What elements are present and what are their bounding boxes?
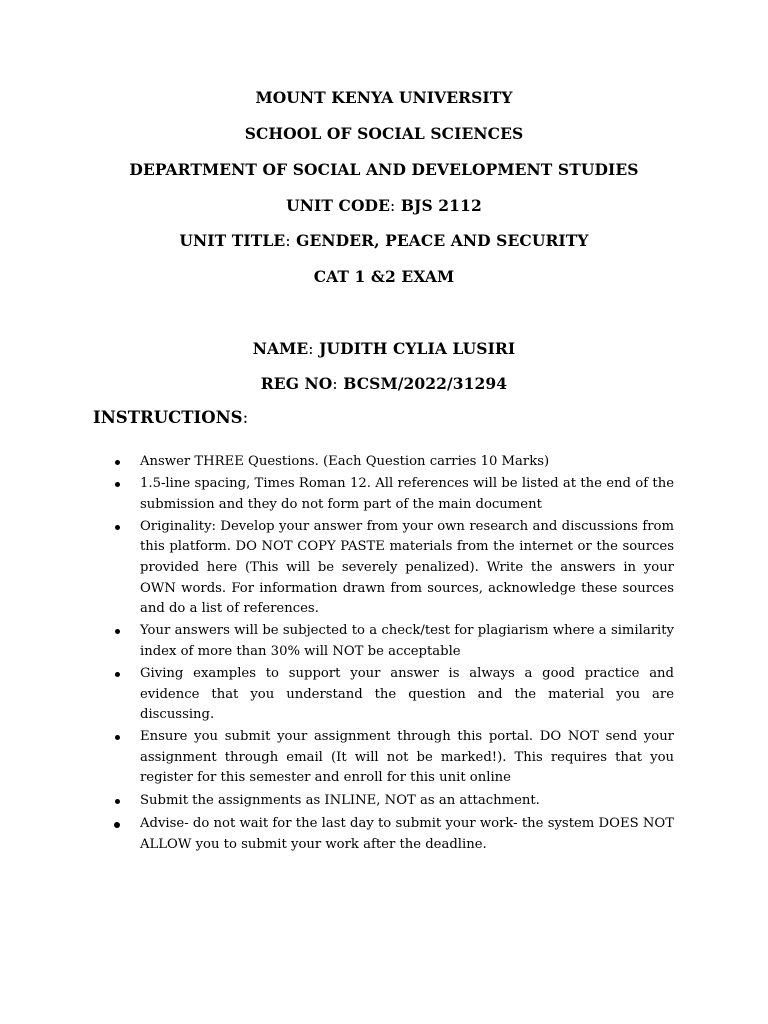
unit-code-separator: : — [390, 197, 396, 215]
instruction-item — [0, 814, 674, 855]
instruction-item — [0, 727, 674, 789]
bullet-icon — [115, 799, 120, 804]
instructions-heading-text: INSTRUCTIONS — [93, 408, 243, 427]
instruction-text: Giving examples to support your answer is always a good practice and evidence that you understand the question and the material you are discussing. — [140, 665, 674, 723]
instruction-item — [0, 664, 674, 726]
exam-title: CAT 1 &2 EXAM — [313, 267, 455, 286]
instruction-text: Advise- do not wait for the last day to submit your work- the system DOES NOT ALLOW you to submit your work after the deadline. — [140, 816, 674, 852]
instruction-item — [0, 791, 674, 812]
bullet-icon — [115, 482, 120, 487]
reg-no-line — [0, 374, 768, 393]
bullet-icon — [115, 672, 120, 677]
instruction-text: Submit the assignments as INLINE, NOT as an attachment. — [140, 792, 540, 808]
instruction-item — [0, 621, 674, 662]
instructions-heading — [93, 408, 248, 427]
student-name-separator: : — [308, 340, 314, 358]
bullet-icon — [114, 822, 120, 828]
instruction-text: Your answers will be subjected to a check/test for plagiarism where a similarity index of more than 30% will NOT be acceptable — [140, 623, 674, 659]
university-name: MOUNT KENYA UNIVERSITY — [255, 88, 513, 107]
student-name-label: NAME — [252, 339, 309, 358]
unit-code-label: UNIT CODE — [286, 196, 391, 215]
instructions-list — [0, 452, 768, 857]
student-name-value: JUDITH CYLIA LUSIRI — [319, 339, 516, 358]
unit-code-value: BJS 2112 — [400, 196, 482, 215]
school-name: SCHOOL OF SOCIAL SCIENCES — [244, 124, 524, 143]
unit-title-value: GENDER, PEACE AND SECURITY — [296, 231, 589, 250]
bullet-icon — [115, 629, 120, 634]
student-name-line — [0, 339, 768, 358]
instruction-item — [0, 452, 674, 473]
reg-no-value: BCSM/2022/31294 — [343, 374, 508, 393]
instruction-text: Answer THREE Questions. (Each Question carries 10 Marks) — [140, 454, 550, 469]
reg-no-separator: : — [332, 375, 338, 393]
instructions-heading-colon: : — [242, 408, 249, 427]
department-name: DEPARTMENT OF SOCIAL AND DEVELOPMENT STUDIES — [129, 160, 639, 179]
instruction-text: 1.5-line spacing, Times Roman 12. All references will be listed at the end of the submission and they do not form part of the main document — [140, 476, 674, 512]
instruction-item — [0, 474, 674, 515]
unit-title-line — [0, 231, 768, 250]
reg-no-label: REG NO — [260, 374, 333, 393]
unit-title-label: UNIT TITLE — [179, 231, 286, 250]
bullet-icon — [115, 525, 120, 530]
instruction-text: Ensure you submit your assignment through this portal. DO NOT send your assignment through email (It will not be marked!). This requires that you register for this semester and enroll for this unit online — [140, 729, 674, 786]
bullet-icon — [115, 460, 120, 465]
unit-title-separator: : — [285, 232, 291, 250]
unit-code-line — [0, 196, 768, 215]
instruction-text: Originality: Develop your answer from your own research and discussions from this platform. DO NOT COPY PASTE materials from the internet or the sources provided here (This will be severely penalized). Write the answers in your OWN words. For information drawn from sources, acknowledge these sources and do a list of references. — [140, 518, 674, 617]
instruction-item — [0, 517, 674, 620]
bullet-icon — [115, 735, 120, 740]
